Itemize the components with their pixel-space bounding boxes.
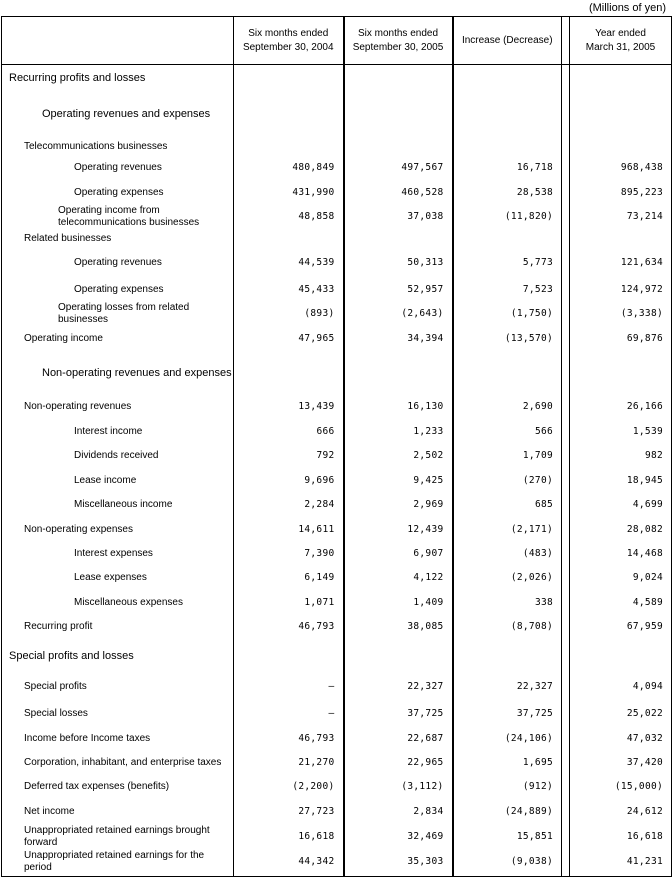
value-cell: 37,420 <box>570 751 672 775</box>
value-cell: 27,723 <box>234 800 344 825</box>
row-label: Non-operating expenses <box>2 518 234 542</box>
column-header: Six months ended September 30, 2004 <box>234 17 344 65</box>
row-label: Operating revenues and expenses <box>2 91 234 138</box>
column-gap <box>562 542 570 566</box>
column-gap <box>562 278 570 302</box>
value-cell <box>344 138 453 156</box>
value-cell: 1,071 <box>234 591 344 615</box>
column-gap <box>562 230 570 248</box>
header-row <box>2 17 672 65</box>
value-cell: 44,539 <box>234 248 344 278</box>
value-cell: 1,409 <box>344 591 453 615</box>
value-cell: 685 <box>453 493 562 518</box>
value-cell: (1,750) <box>453 302 562 327</box>
value-cell: 1,695 <box>453 751 562 775</box>
value-cell <box>453 352 562 395</box>
row-label: Interest income <box>2 420 234 444</box>
value-cell: (8,708) <box>453 615 562 640</box>
value-cell: 16,618 <box>570 825 672 849</box>
row-label: Recurring profits and losses <box>2 65 234 91</box>
value-cell: 22,965 <box>344 751 453 775</box>
value-cell: 124,972 <box>570 278 672 302</box>
column-gap <box>562 91 570 138</box>
unit-note: (Millions of yen) <box>588 2 666 14</box>
value-cell: 431,990 <box>234 181 344 205</box>
value-cell: 37,038 <box>344 205 453 230</box>
value-cell: 480,849 <box>234 156 344 181</box>
statement-row <box>2 181 672 205</box>
value-cell: 22,687 <box>344 727 453 751</box>
row-label: Miscellaneous income <box>2 493 234 518</box>
value-cell: 4,699 <box>570 493 672 518</box>
row-label: Operating expenses <box>2 278 234 302</box>
value-cell: – <box>234 702 344 727</box>
statement-row <box>2 420 672 444</box>
row-label: Lease expenses <box>2 566 234 591</box>
column-gap <box>562 327 570 352</box>
row-label: Deferred tax expenses (benefits) <box>2 775 234 800</box>
value-cell: 5,773 <box>453 248 562 278</box>
row-label: Recurring profit <box>2 615 234 640</box>
column-gap <box>562 849 570 877</box>
value-cell: (2,026) <box>453 566 562 591</box>
value-cell: (270) <box>453 469 562 493</box>
value-cell: 22,327 <box>453 673 562 702</box>
value-cell <box>570 65 672 91</box>
value-cell: 6,907 <box>344 542 453 566</box>
value-cell: 38,085 <box>344 615 453 640</box>
value-cell: 16,130 <box>344 395 453 420</box>
row-label: Interest expenses <box>2 542 234 566</box>
column-gap <box>562 352 570 395</box>
value-cell: 47,965 <box>234 327 344 352</box>
value-cell: (3,112) <box>344 775 453 800</box>
statement-row <box>2 615 672 640</box>
statement-row <box>2 493 672 518</box>
value-cell: 67,959 <box>570 615 672 640</box>
value-cell: 460,528 <box>344 181 453 205</box>
value-cell: 25,022 <box>570 702 672 727</box>
row-label: Telecommunications businesses <box>2 138 234 156</box>
value-cell: 46,793 <box>234 615 344 640</box>
column-gap <box>562 566 570 591</box>
column-gap <box>562 156 570 181</box>
row-label: Dividends received <box>2 444 234 469</box>
value-cell: 12,439 <box>344 518 453 542</box>
statement-row <box>2 278 672 302</box>
value-cell <box>344 352 453 395</box>
row-label: Operating losses from related businesses <box>2 302 234 327</box>
column-gap <box>562 181 570 205</box>
column-gap <box>562 800 570 825</box>
value-cell: 69,876 <box>570 327 672 352</box>
column-gap <box>562 518 570 542</box>
statement-row <box>2 65 672 91</box>
value-cell: 16,718 <box>453 156 562 181</box>
value-cell: 7,390 <box>234 542 344 566</box>
row-label: Miscellaneous expenses <box>2 591 234 615</box>
value-cell <box>344 91 453 138</box>
value-cell: 14,611 <box>234 518 344 542</box>
value-cell <box>234 91 344 138</box>
value-cell <box>234 138 344 156</box>
column-header: Increase (Decrease) <box>453 17 562 65</box>
row-label: Income before Income taxes <box>2 727 234 751</box>
row-label: Related businesses <box>2 230 234 248</box>
value-cell: (24,106) <box>453 727 562 751</box>
value-cell: (9,038) <box>453 849 562 877</box>
value-cell <box>344 640 453 673</box>
row-label: Non-operating revenues <box>2 395 234 420</box>
value-cell: 9,425 <box>344 469 453 493</box>
value-cell: 32,469 <box>344 825 453 849</box>
column-gap <box>562 248 570 278</box>
value-cell: 792 <box>234 444 344 469</box>
value-cell: 2,502 <box>344 444 453 469</box>
row-label: Operating income <box>2 327 234 352</box>
row-label: Non-operating revenues and expenses <box>2 352 234 395</box>
column-gap <box>562 420 570 444</box>
value-cell: 52,957 <box>344 278 453 302</box>
statement-row <box>2 327 672 352</box>
statement-row <box>2 248 672 278</box>
value-cell <box>234 65 344 91</box>
column-gap <box>562 138 570 156</box>
value-cell <box>570 640 672 673</box>
value-cell: 9,696 <box>234 469 344 493</box>
value-cell: 35,303 <box>344 849 453 877</box>
column-gap <box>562 825 570 849</box>
value-cell: 338 <box>453 591 562 615</box>
value-cell: (24,889) <box>453 800 562 825</box>
value-cell <box>453 230 562 248</box>
statement-row <box>2 751 672 775</box>
value-cell: 18,945 <box>570 469 672 493</box>
value-cell: 6,149 <box>234 566 344 591</box>
value-cell: 566 <box>453 420 562 444</box>
row-label: Lease income <box>2 469 234 493</box>
statement-row <box>2 800 672 825</box>
column-gap <box>562 673 570 702</box>
column-header: Six months ended September 30, 2005 <box>344 17 453 65</box>
value-cell: 1,233 <box>344 420 453 444</box>
statement-row <box>2 518 672 542</box>
statement-row <box>2 205 672 230</box>
value-cell: 497,567 <box>344 156 453 181</box>
value-cell: 4,094 <box>570 673 672 702</box>
statement-row <box>2 138 672 156</box>
column-gap <box>562 444 570 469</box>
column-gap <box>562 302 570 327</box>
value-cell <box>234 352 344 395</box>
row-label: Special profits <box>2 673 234 702</box>
value-cell: 982 <box>570 444 672 469</box>
value-cell: (15,000) <box>570 775 672 800</box>
statement-row <box>2 673 672 702</box>
column-gap <box>562 591 570 615</box>
value-cell: 13,439 <box>234 395 344 420</box>
value-cell: 45,433 <box>234 278 344 302</box>
row-label: Net income <box>2 800 234 825</box>
value-cell: 48,858 <box>234 205 344 230</box>
value-cell: (11,820) <box>453 205 562 230</box>
value-cell: 2,284 <box>234 493 344 518</box>
value-cell: 1,539 <box>570 420 672 444</box>
column-gap <box>562 65 570 91</box>
value-cell <box>453 65 562 91</box>
row-label: Operating expenses <box>2 181 234 205</box>
value-cell: 21,270 <box>234 751 344 775</box>
row-label: Unappropriated retained earnings for the period <box>2 849 234 877</box>
value-cell: (3,338) <box>570 302 672 327</box>
value-cell: 37,725 <box>344 702 453 727</box>
value-cell <box>570 91 672 138</box>
value-cell: 47,032 <box>570 727 672 751</box>
value-cell: 26,166 <box>570 395 672 420</box>
value-cell <box>344 65 453 91</box>
column-header: Year ended March 31, 2005 <box>570 17 672 65</box>
statement-row <box>2 230 672 248</box>
value-cell <box>570 352 672 395</box>
statement-row <box>2 849 672 877</box>
statement-body <box>2 65 672 877</box>
value-cell <box>453 640 562 673</box>
value-cell: 895,223 <box>570 181 672 205</box>
statement-row <box>2 302 672 327</box>
statement-row <box>2 352 672 395</box>
column-gap <box>562 395 570 420</box>
statement-row <box>2 156 672 181</box>
row-label: Unappropriated retained earnings brought forward <box>2 825 234 849</box>
value-cell: 4,589 <box>570 591 672 615</box>
value-cell: 73,214 <box>570 205 672 230</box>
financial-statement-table <box>1 16 672 877</box>
value-cell: 1,709 <box>453 444 562 469</box>
value-cell: 44,342 <box>234 849 344 877</box>
value-cell: 666 <box>234 420 344 444</box>
row-label: Operating revenues <box>2 156 234 181</box>
value-cell: 16,618 <box>234 825 344 849</box>
row-label: Special losses <box>2 702 234 727</box>
column-gap <box>562 469 570 493</box>
statement-row <box>2 825 672 849</box>
value-cell: (912) <box>453 775 562 800</box>
statement-row <box>2 542 672 566</box>
value-cell <box>453 91 562 138</box>
value-cell: (2,171) <box>453 518 562 542</box>
value-cell: 2,834 <box>344 800 453 825</box>
value-cell <box>453 138 562 156</box>
statement-row <box>2 727 672 751</box>
value-cell: 34,394 <box>344 327 453 352</box>
statement-row <box>2 91 672 138</box>
value-cell: 15,851 <box>453 825 562 849</box>
value-cell: 22,327 <box>344 673 453 702</box>
value-cell: 50,313 <box>344 248 453 278</box>
value-cell: 2,969 <box>344 493 453 518</box>
value-cell: – <box>234 673 344 702</box>
value-cell: 121,634 <box>570 248 672 278</box>
statement-row <box>2 566 672 591</box>
value-cell: 7,523 <box>453 278 562 302</box>
row-label: Operating income from telecommunications businesses <box>2 205 234 230</box>
value-cell: (893) <box>234 302 344 327</box>
value-cell: 41,231 <box>570 849 672 877</box>
value-cell: (483) <box>453 542 562 566</box>
value-cell: 968,438 <box>570 156 672 181</box>
row-label: Operating revenues <box>2 248 234 278</box>
value-cell <box>234 230 344 248</box>
column-gap <box>562 751 570 775</box>
statement-row <box>2 395 672 420</box>
value-cell: 9,024 <box>570 566 672 591</box>
value-cell: 28,082 <box>570 518 672 542</box>
value-cell: 2,690 <box>453 395 562 420</box>
column-gap <box>562 775 570 800</box>
value-cell: (13,570) <box>453 327 562 352</box>
value-cell: 24,612 <box>570 800 672 825</box>
value-cell <box>570 230 672 248</box>
value-cell: (2,200) <box>234 775 344 800</box>
column-gap <box>562 17 570 65</box>
value-cell: 4,122 <box>344 566 453 591</box>
row-label: Corporation, inhabitant, and enterprise taxes <box>2 751 234 775</box>
statement-row <box>2 591 672 615</box>
value-cell <box>234 640 344 673</box>
column-gap <box>562 702 570 727</box>
value-cell: (2,643) <box>344 302 453 327</box>
value-cell: 46,793 <box>234 727 344 751</box>
row-label: Special profits and losses <box>2 640 234 673</box>
value-cell: 14,468 <box>570 542 672 566</box>
statement-row <box>2 640 672 673</box>
column-gap <box>562 493 570 518</box>
statement-row <box>2 775 672 800</box>
column-gap <box>562 727 570 751</box>
value-cell: 28,538 <box>453 181 562 205</box>
value-cell <box>570 138 672 156</box>
statement-row <box>2 469 672 493</box>
value-cell <box>344 230 453 248</box>
statement-row <box>2 444 672 469</box>
column-gap <box>562 615 570 640</box>
header-label-cell <box>2 17 234 65</box>
statement-row <box>2 702 672 727</box>
value-cell: 37,725 <box>453 702 562 727</box>
column-gap <box>562 205 570 230</box>
column-gap <box>562 640 570 673</box>
